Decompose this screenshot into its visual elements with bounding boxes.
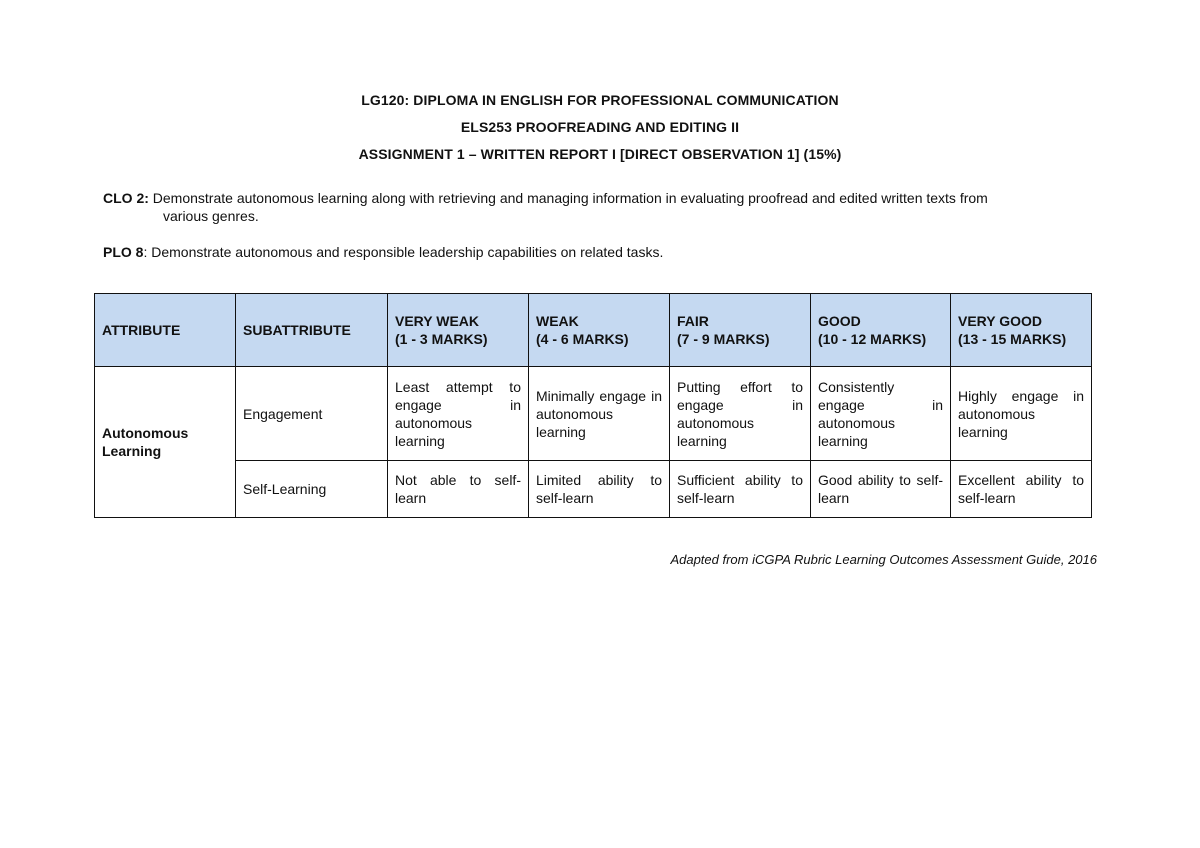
clo-text: Demonstrate autonomous learning along with retrieving and managing information in evaluating proofread and edited written texts from (152, 190, 988, 206)
programme-title: LG120: DIPLOMA IN ENGLISH FOR PROFESSIONAL COMMUNICATION (361, 92, 839, 108)
plo-statement (103, 243, 1103, 261)
rubric-cell: Excellent ability to self-learn (951, 461, 1092, 518)
clo-text-continued: various genres. (163, 208, 259, 224)
rubric-cell: Good ability to self-learn (811, 461, 951, 518)
rubric-table (94, 293, 1092, 518)
plo-label: PLO 8 (103, 244, 144, 260)
clo-statement (103, 189, 1103, 225)
subattribute-cell: Self-Learning (236, 461, 388, 518)
rubric-cell: Minimally engage in autonomous learning (529, 367, 670, 461)
header-attribute: ATTRIBUTE (95, 294, 236, 367)
header-subattribute: SUBATTRIBUTE (236, 294, 388, 367)
header-fair: FAIR (7 - 9 MARKS) (670, 294, 811, 367)
clo-label: CLO 2: (103, 190, 149, 206)
header-good: GOOD (10 - 12 MARKS) (811, 294, 951, 367)
rubric-header-row (95, 294, 1092, 367)
source-footnote: Adapted from iCGPA Rubric Learning Outcomes Assessment Guide, 2016 (670, 552, 1097, 567)
plo-text: : Demonstrate autonomous and responsible leadership capabilities on related tasks. (143, 244, 664, 260)
rubric-cell: Consistently engage in autonomous learning (811, 367, 951, 461)
header-very-weak: VERY WEAK (1 - 3 MARKS) (388, 294, 529, 367)
rubric-cell: Not able to self-learn (388, 461, 529, 518)
rubric-cell: Putting effort to engage in autonomous learning (670, 367, 811, 461)
course-title: ELS253 PROOFREADING AND EDITING II (460, 119, 740, 135)
rubric-cell: Highly engage in autonomous learning (951, 367, 1092, 461)
rubric-cell: Least attempt to engage in autonomous learning (388, 367, 529, 461)
assignment-title: ASSIGNMENT 1 – WRITTEN REPORT I [DIRECT OBSERVATION 1] (15%) (358, 146, 842, 162)
rubric-cell: Sufficient ability to self-learn (670, 461, 811, 518)
header-weak: WEAK (4 - 6 MARKS) (529, 294, 670, 367)
rubric-cell: Limited ability to self-learn (529, 461, 670, 518)
table-row (95, 461, 1092, 518)
subattribute-cell: Engagement (236, 367, 388, 461)
attribute-cell: Autonomous Learning (95, 367, 236, 518)
header-very-good: VERY GOOD (13 - 15 MARKS) (951, 294, 1092, 367)
table-row (95, 367, 1092, 461)
